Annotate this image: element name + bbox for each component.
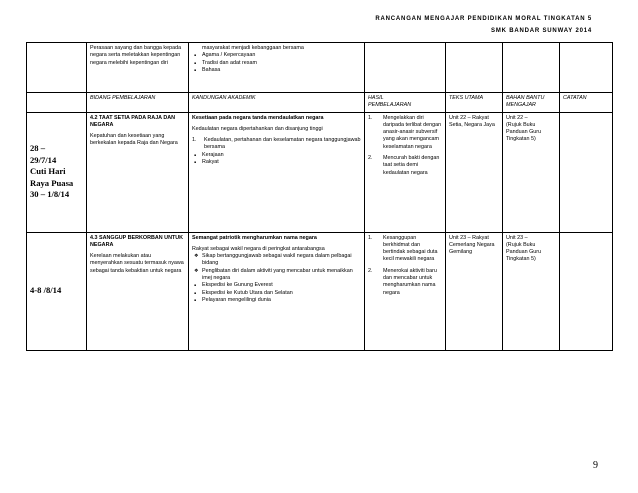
teks-cell <box>446 232 503 350</box>
bahan-text: Unit 23 – (Rujuk Buku Panduan Guru Tingkatan 5) <box>506 234 542 263</box>
continuation-empty-cell <box>503 43 560 93</box>
kandungan-bullet-list <box>192 152 361 167</box>
bahan-cell <box>503 112 560 232</box>
kandungan-cell <box>189 232 365 350</box>
page-number: 9 <box>593 460 598 471</box>
continuation-kandungan-text: masyarakat menjadi kebanggaan bersama <box>202 45 304 51</box>
list-item: 2. Menerokai aktiviti baru dan mencabar untuk mengharumkan nama negara <box>368 267 437 296</box>
hasil-list <box>368 115 442 177</box>
bidang-cell <box>87 112 189 232</box>
kandungan-title: Semangat patriotik mengharumkan nama negara <box>192 234 317 241</box>
header-bahan <box>503 93 560 113</box>
list-item: 2. Mencurah bakti dengan taat setia demi kedaulatan negara <box>368 155 440 176</box>
hasil-cell <box>365 232 446 350</box>
bidang-text: Kerelaan melakukan atau menyerahkan sesuatu termasuk nyawa sebagai tanda kebaktian untuk negara <box>90 253 184 274</box>
week-cell <box>27 232 87 350</box>
catatan-cell <box>560 232 613 350</box>
column-header-row <box>27 93 613 113</box>
list-item: ▪ Kerajaan <box>192 152 361 159</box>
continuation-bidang-cell <box>87 43 189 93</box>
header-week-cell <box>27 93 87 113</box>
continuation-kandungan-cell <box>189 43 365 93</box>
continuation-week-cell <box>27 43 87 93</box>
document-header-school: SMK BANDAR SUNWAY 2014 <box>491 28 592 34</box>
bidang-cell <box>87 232 189 350</box>
header-bidang: BIDANG PEMBELAJARAN <box>87 93 189 113</box>
hasil-list <box>368 235 442 297</box>
header-hasil-line2: PEMBELAJARAN <box>368 102 412 109</box>
table-row <box>27 112 613 232</box>
catatan-cell <box>560 112 613 232</box>
header-catatan: CATATAN <box>560 93 613 113</box>
table-row <box>27 232 613 350</box>
list-item: ▪ Tradisi dan adat resam <box>192 60 361 67</box>
week-cell <box>27 112 87 232</box>
kandungan-diamond-list <box>192 253 361 282</box>
header-hasil <box>365 93 446 113</box>
list-item: ▪ Agama / Kepercayaan <box>192 52 361 59</box>
kandungan-bullet-list <box>192 282 361 304</box>
teks-text: Unit 23 – Rakyat Cemerlang Negara Gemilang <box>449 234 495 256</box>
header-bahan-line1: BAHAN BANTU <box>506 95 545 101</box>
kandungan-intro: Rakyat sebagai wakil negara di peringkat antarabangsa <box>192 245 325 252</box>
header-hasil-line1: HASIL <box>368 95 384 101</box>
header-teks: TEKS UTAMA <box>446 93 503 113</box>
continuation-empty-cell <box>560 43 613 93</box>
continuation-empty-cell <box>446 43 503 93</box>
continuation-row <box>27 43 613 93</box>
bidang-title: 4.2 TAAT SETIA PADA RAJA DAN NEGARA <box>90 114 176 128</box>
bidang-text: Kepatuhan dan kesetiaan yang berkekalan kepada Raja dan Negara <box>90 133 178 147</box>
header-kandungan: KANDUNGAN AKADEMIK <box>189 93 365 113</box>
lesson-plan-table <box>26 42 613 351</box>
list-item: ❖ Sikap bertanggungjawab sebagai wakil negara dalam pelbagai bidang <box>192 253 361 268</box>
hasil-cell <box>365 112 446 232</box>
continuation-bidang-text: Perasaan sayang dan bangga kepada negara serta meletakkan kepentingan negara melebihi kepentingan diri <box>90 45 182 66</box>
kandungan-cell <box>189 112 365 232</box>
list-item: ❖ Penglibatan diri dalam aktiviti yang mencabar untuk menaikkan imej negara <box>192 268 361 283</box>
bahan-text: Unit 22 – (Rujuk Buku Panduan Guru Tingkatan 5) <box>506 114 542 143</box>
continuation-bullet-list <box>192 52 361 74</box>
teks-text: Unit 22 – Rakyat Setia, Negara Jaya <box>449 114 495 128</box>
list-item: ▪ Bahasa <box>192 67 361 74</box>
continuation-empty-cell <box>365 43 446 93</box>
bidang-title: 4.3 SANGGUP BERKORBAN UNTUK NEGARA <box>90 234 184 248</box>
kandungan-numbered-list <box>192 137 361 152</box>
week-text: 4-8 /8/14 <box>30 285 62 296</box>
list-item: ▪ Ekspedisi ke Gunung Everest <box>192 282 361 289</box>
list-item: ▪ Rakyat <box>192 159 361 166</box>
kandungan-title: Kesetiaan pada negara tanda mendaulatkan negara <box>192 114 324 121</box>
list-item: 1. Kesanggupan berkhidmat dan bertindak sebagai duta kecil mewakili negara <box>368 234 438 263</box>
kandungan-intro: Kedaulatan negara dipertahankan dan disanjung tinggi <box>192 125 323 132</box>
bahan-cell <box>503 232 560 350</box>
list-item: 1. Mengelakkan diri daripada terlibat dengan anasir-anasir subversif yang akan mengancam keselamatan negara <box>368 114 442 150</box>
list-item: ▪ Ekspedisi ke Kutub Utara dan Selatan <box>192 290 361 297</box>
list-item: 1. Kedaulatan, pertahanan dan keselamatan negara tanggungjawab bersama <box>192 137 361 151</box>
list-item: ▪ Pelayaran mengelilingi dunia <box>192 297 361 304</box>
teks-cell <box>446 112 503 232</box>
week-text: 28 – 29/7/14 Cuti Hari Raya Puasa 30 – 1/8/14 <box>30 143 74 200</box>
header-bahan-line2: MENGAJAR <box>506 102 536 109</box>
document-header-title: RANCANGAN MENGAJAR PENDIDIKAN MORAL TINGKATAN 5 <box>375 16 592 22</box>
